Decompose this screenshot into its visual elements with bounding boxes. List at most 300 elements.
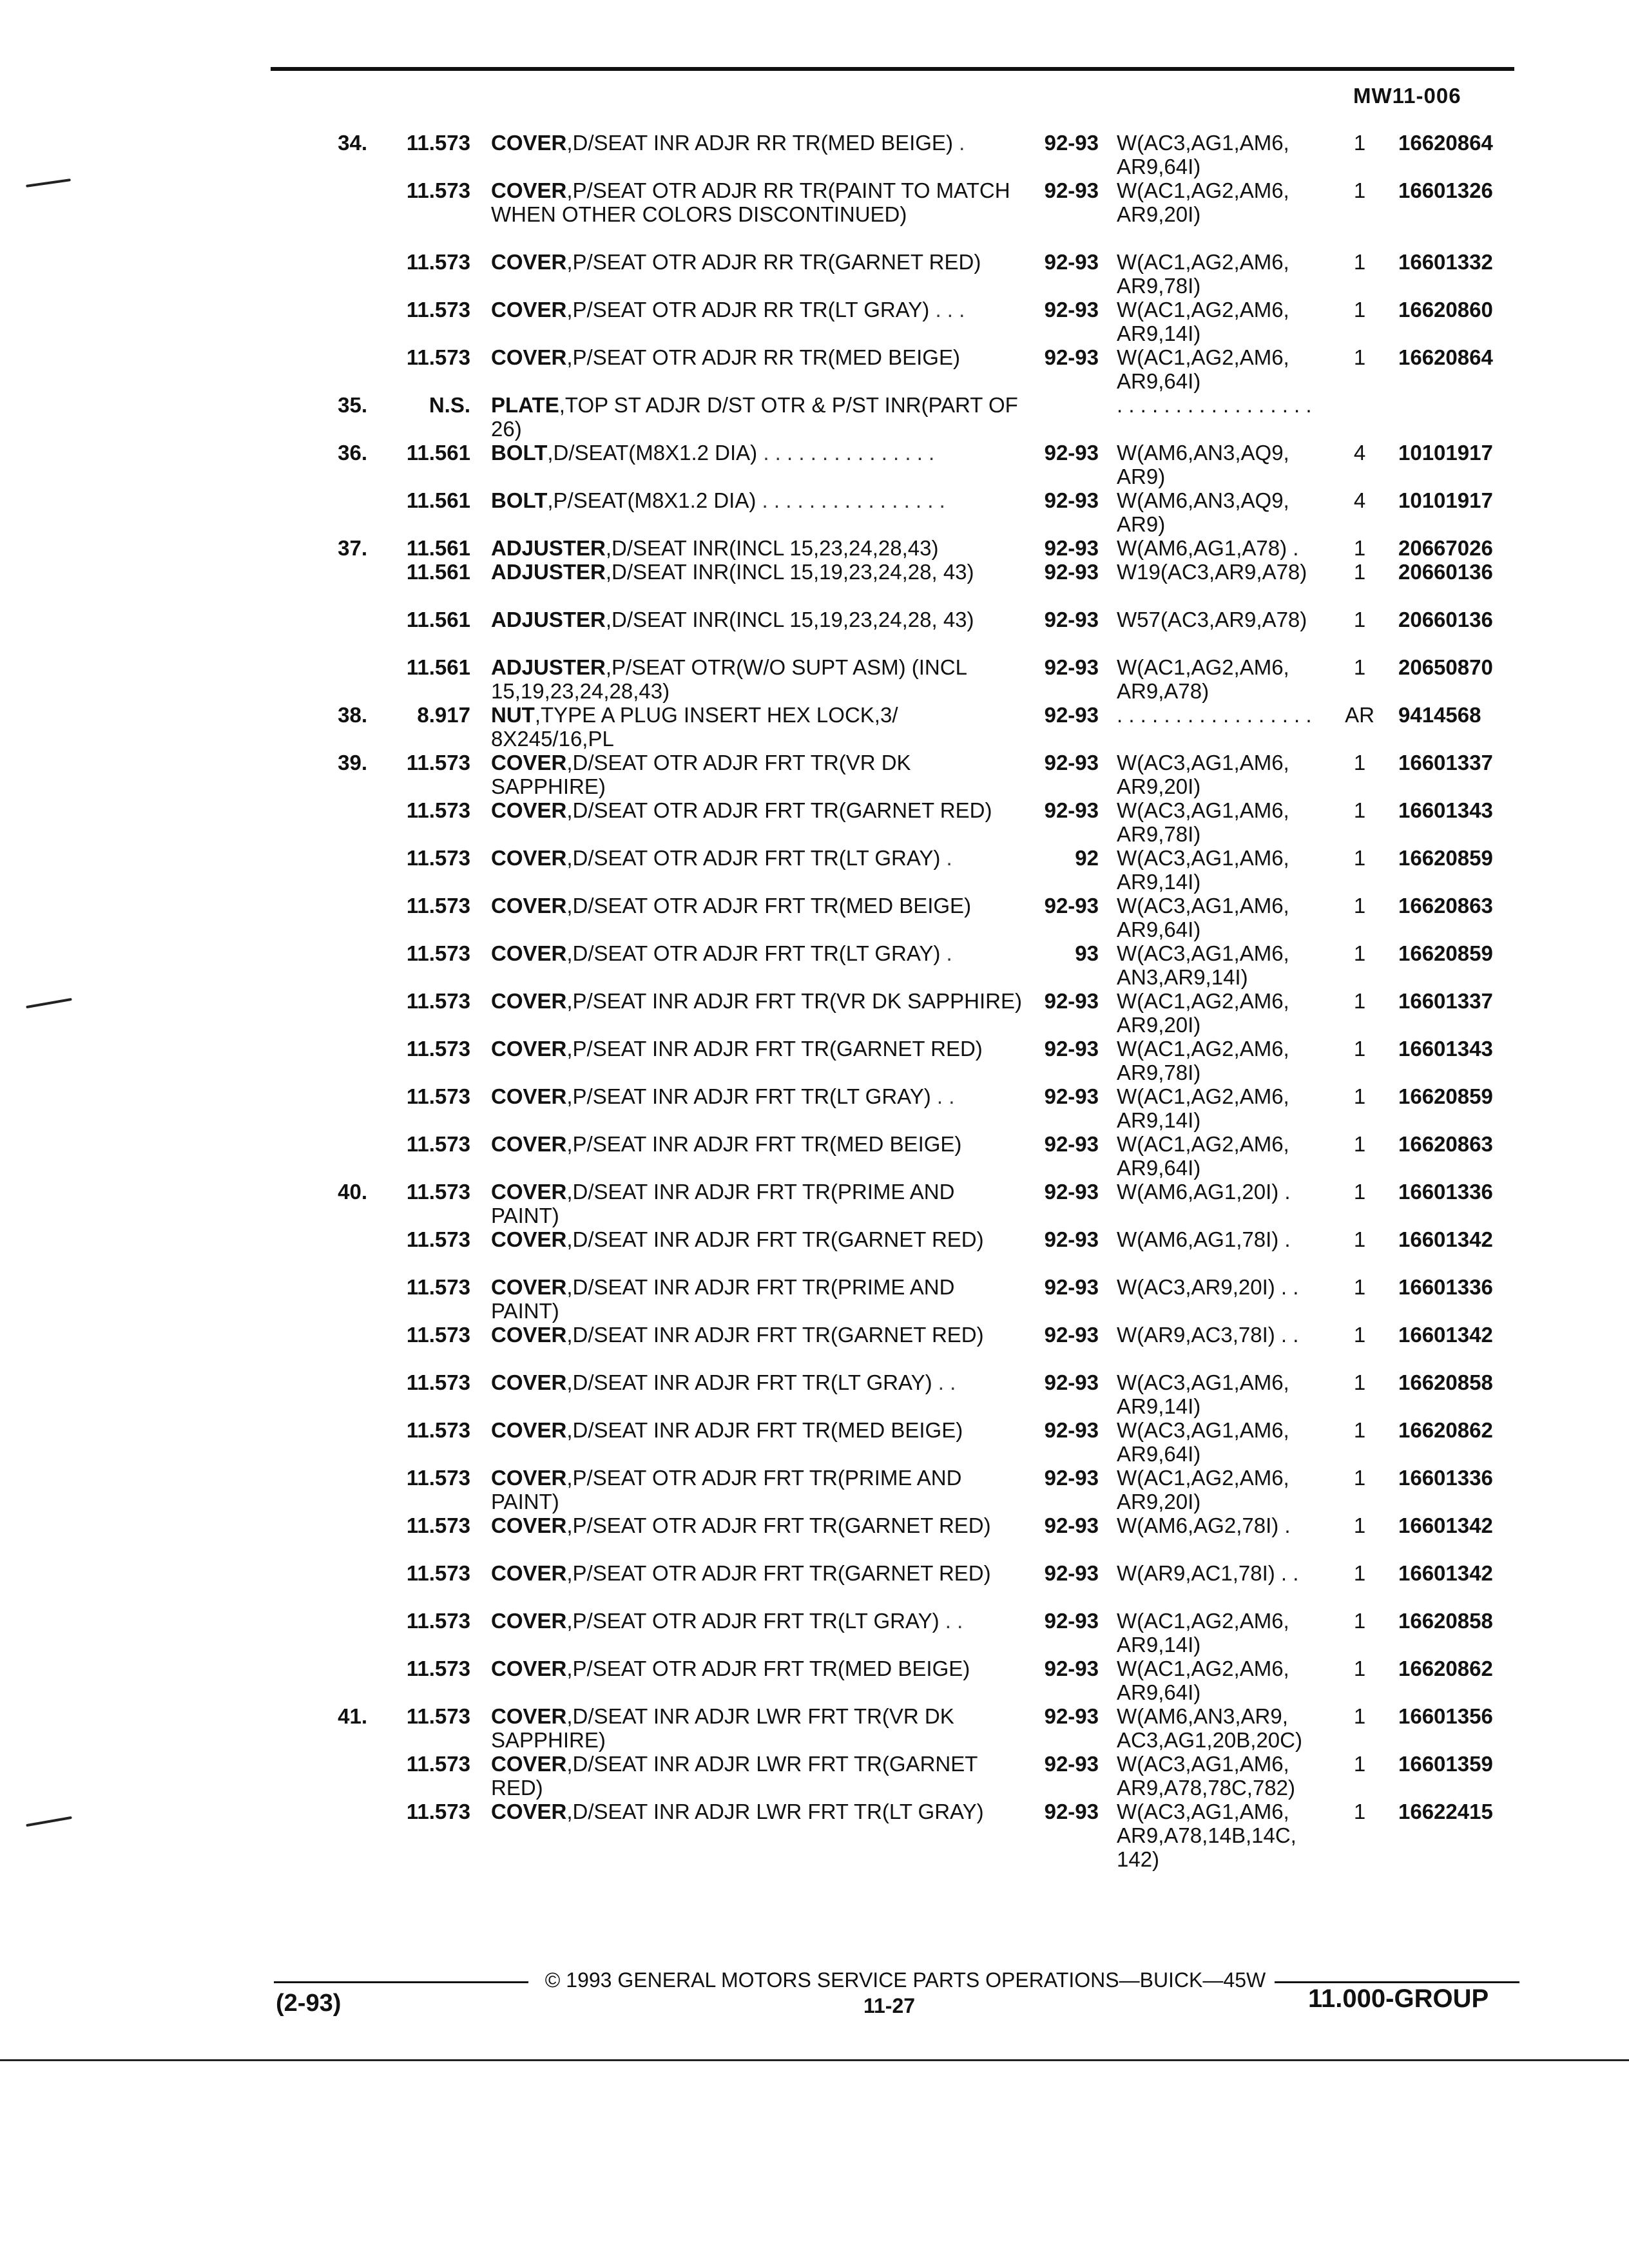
model-years: 92-93: [1044, 1323, 1099, 1347]
usage-codes: . . . . . . . . . . . . . . . . .: [1117, 703, 1312, 727]
quantity: 1: [1353, 1037, 1366, 1061]
part-detail: ,P/SEAT OTR ADJR RR TR(PAINT TO MATCH WHEN OTHER COLORS DISCONTINUED): [491, 178, 1010, 226]
group-number: 11.573: [406, 989, 470, 1013]
part-description: [491, 608, 1026, 631]
part-description: [491, 894, 1026, 918]
usage-codes: W(AM6,AG1,78I) .: [1117, 1227, 1291, 1251]
part-type: COVER: [491, 1323, 567, 1347]
footer-copyright: © 1993 GENERAL MOTORS SERVICE PARTS OPERATIONS—BUICK—45W: [545, 1968, 1266, 1992]
part-description: [491, 441, 1026, 465]
usage-codes: W(AC1,AG2,AM6, AR9,78I): [1117, 250, 1289, 298]
quantity: 1: [1353, 1657, 1366, 1680]
group-number: 11.573: [406, 1180, 470, 1204]
quantity: 1: [1353, 1466, 1366, 1490]
group-number: 11.573: [406, 1514, 470, 1537]
table-row: [0, 1704, 1629, 1752]
model-years: 92-93: [1044, 1227, 1099, 1251]
dot-leader: .: [940, 941, 952, 965]
part-detail: ,P/SEAT INR ADJR FRT TR(VR DK SAPPHIRE): [566, 989, 1022, 1013]
part-type: COVER: [491, 1609, 567, 1633]
model-years: 92-93: [1044, 131, 1099, 155]
document-code: MW11-006: [1353, 84, 1461, 108]
table-row: [0, 393, 1629, 441]
group-number: 11.573: [406, 1752, 470, 1776]
table-row: [0, 941, 1629, 989]
footer-group-label: 11.000-GROUP: [1308, 1984, 1489, 2013]
quantity: 1: [1353, 1418, 1366, 1442]
part-number: 16601332: [1398, 250, 1493, 274]
part-detail: ,P/SEAT(M8X1.2 DIA): [547, 488, 757, 512]
model-years: 92-93: [1044, 1657, 1099, 1680]
quantity: 1: [1353, 894, 1366, 918]
usage-codes: W(AM6,AG1,A78) .: [1117, 536, 1299, 560]
part-type: BOLT: [491, 488, 548, 512]
part-description: [491, 178, 1026, 226]
footer-page-number: 11-27: [863, 1994, 916, 2017]
part-description: [491, 536, 1026, 560]
quantity: 1: [1353, 560, 1366, 584]
item-number: 37.: [338, 536, 367, 560]
part-detail: ,D/SEAT OTR ADJR FRT TR(VR DK SAPPHIRE): [491, 751, 911, 798]
part-type: COVER: [491, 1800, 567, 1823]
group-number: 11.573: [406, 1132, 470, 1156]
model-years: 92-93: [1044, 298, 1099, 322]
quantity: 1: [1353, 1561, 1366, 1585]
quantity: 1: [1353, 941, 1366, 965]
usage-codes: W(AC3,AG1,AM6, AR9,20I): [1117, 751, 1289, 798]
part-number: 16601336: [1398, 1466, 1493, 1490]
table-row: [0, 560, 1629, 608]
part-number: 16601337: [1398, 989, 1493, 1013]
part-type: COVER: [491, 1370, 567, 1394]
usage-codes: W(AC3,AG1,AM6, AR9,A78,78C,782): [1117, 1752, 1296, 1800]
part-description: [491, 655, 1026, 703]
item-number: 40.: [338, 1180, 367, 1204]
part-number: 20660136: [1398, 608, 1493, 631]
dot-leader: . .: [932, 1370, 956, 1394]
quantity: 1: [1353, 655, 1366, 679]
part-detail: ,D/SEAT INR ADJR LWR FRT TR(LT GRAY): [566, 1800, 984, 1823]
usage-codes: W(AC3,AG1,AM6, AR9,78I): [1117, 798, 1289, 846]
dot-leader: . .: [939, 1609, 963, 1633]
table-row: [0, 989, 1629, 1037]
dot-leader: .: [952, 131, 965, 155]
part-description: [491, 488, 1026, 512]
quantity: 1: [1353, 1752, 1366, 1776]
usage-codes: W(AC1,AG2,AM6, AR9,78I): [1117, 1037, 1289, 1084]
model-years: 92-93: [1044, 751, 1099, 774]
part-type: COVER: [491, 1132, 567, 1156]
table-row: [0, 1800, 1629, 1871]
part-number: 16620859: [1398, 846, 1493, 870]
model-years: 92-93: [1044, 1514, 1099, 1537]
part-type: COVER: [491, 1704, 567, 1728]
model-years: 92-93: [1044, 441, 1099, 465]
table-row: [0, 1370, 1629, 1418]
part-description: [491, 560, 1026, 584]
part-description: [491, 393, 1026, 441]
quantity: 1: [1353, 250, 1366, 274]
part-type: COVER: [491, 751, 567, 774]
model-years: 92-93: [1044, 178, 1099, 202]
table-row: [0, 250, 1629, 298]
dot-leader: . . . . . . . . . . . . . . .: [757, 441, 935, 465]
part-detail: ,D/SEAT INR ADJR RR TR(MED BEIGE): [566, 131, 953, 155]
footer-rule-right: [1275, 1981, 1519, 1983]
part-detail: ,TOP ST ADJR D/ST OTR & P/ST INR(PART OF 26): [491, 393, 1018, 441]
group-number: 11.573: [406, 298, 470, 322]
usage-codes: W(AC3,AG1,AM6, AR9,64I): [1117, 894, 1289, 941]
part-number: 16601337: [1398, 751, 1493, 774]
group-number: 11.573: [406, 1084, 470, 1108]
model-years: 92-93: [1044, 1084, 1099, 1108]
part-type: COVER: [491, 1466, 567, 1490]
table-row: [0, 1084, 1629, 1132]
group-number: 11.573: [406, 345, 470, 369]
model-years: 92-93: [1044, 989, 1099, 1013]
table-row: [0, 1561, 1629, 1609]
usage-codes: W(AC1,AG2,AM6, AR9,A78): [1117, 655, 1289, 703]
part-number: 16620860: [1398, 298, 1493, 322]
part-type: COVER: [491, 1180, 567, 1204]
part-description: [491, 345, 1026, 369]
part-detail: ,P/SEAT INR ADJR FRT TR(MED BEIGE): [566, 1132, 962, 1156]
part-type: ADJUSTER: [491, 655, 606, 679]
table-row: [0, 703, 1629, 751]
part-type: ADJUSTER: [491, 608, 606, 631]
part-detail: ,P/SEAT OTR ADJR RR TR(MED BEIGE): [566, 345, 960, 369]
part-detail: ,D/SEAT INR ADJR FRT TR(PRIME AND PAINT): [491, 1180, 955, 1227]
table-row: [0, 846, 1629, 894]
part-type: COVER: [491, 1561, 567, 1585]
part-description: [491, 989, 1026, 1013]
part-number: 16620863: [1398, 1132, 1493, 1156]
model-years: 92-93: [1044, 655, 1099, 679]
model-years: 92-93: [1044, 1704, 1099, 1728]
part-detail: ,P/SEAT OTR ADJR FRT TR(LT GRAY): [566, 1609, 940, 1633]
model-years: 92-93: [1044, 250, 1099, 274]
part-detail: ,P/SEAT INR ADJR FRT TR(LT GRAY): [566, 1084, 931, 1108]
group-number: 11.561: [406, 441, 470, 465]
parts-list: [0, 131, 1629, 1871]
part-description: [491, 1323, 1026, 1347]
part-description: [491, 1084, 1026, 1108]
model-years: 92-93: [1044, 1466, 1099, 1490]
part-description: [491, 1132, 1026, 1156]
part-description: [491, 751, 1026, 798]
quantity: 1: [1353, 1323, 1366, 1347]
part-type: COVER: [491, 250, 567, 274]
quantity: 4: [1353, 441, 1366, 465]
part-detail: ,P/SEAT OTR ADJR FRT TR(MED BEIGE): [566, 1657, 970, 1680]
quantity: 1: [1353, 1132, 1366, 1156]
table-row: [0, 1323, 1629, 1370]
model-years: 92-93: [1044, 1275, 1099, 1299]
usage-codes: W(AM6,AN3,AQ9, AR9): [1117, 441, 1289, 488]
quantity: 1: [1353, 1704, 1366, 1728]
table-row: [0, 1514, 1629, 1561]
part-number: 16601342: [1398, 1323, 1493, 1347]
part-description: [491, 1561, 1026, 1585]
usage-codes: W(AC1,AG2,AM6, AR9,14I): [1117, 1609, 1289, 1657]
part-description: [491, 298, 1026, 322]
part-type: ADJUSTER: [491, 560, 606, 584]
part-detail: ,P/SEAT OTR ADJR FRT TR(GARNET RED): [566, 1561, 991, 1585]
group-number: 11.573: [406, 846, 470, 870]
quantity: 1: [1353, 345, 1366, 369]
table-row: [0, 1752, 1629, 1800]
table-row: [0, 1609, 1629, 1657]
group-number: 11.573: [406, 751, 470, 774]
part-number: 16622415: [1398, 1800, 1493, 1823]
usage-codes: W(AR9,AC3,78I) . .: [1117, 1323, 1299, 1347]
group-number: 11.573: [406, 131, 470, 155]
quantity: 1: [1353, 751, 1366, 774]
model-years: 92-93: [1044, 1800, 1099, 1823]
part-number: 16620863: [1398, 894, 1493, 918]
usage-codes: W(AC3,AG1,AM6, AR9,64I): [1117, 131, 1289, 178]
table-row: [0, 488, 1629, 536]
group-number: 11.573: [406, 1657, 470, 1680]
part-type: COVER: [491, 846, 567, 870]
part-type: COVER: [491, 178, 567, 202]
part-type: COVER: [491, 1275, 567, 1299]
part-type: COVER: [491, 989, 567, 1013]
item-number: 34.: [338, 131, 367, 155]
group-number: 11.573: [406, 1609, 470, 1633]
part-description: [491, 1752, 1026, 1800]
usage-codes: W(AM6,AG1,20I) .: [1117, 1180, 1291, 1204]
part-type: COVER: [491, 1514, 567, 1537]
group-number: 11.573: [406, 1704, 470, 1728]
part-type: COVER: [491, 1227, 567, 1251]
usage-codes: W(AC1,AG2,AM6, AR9,20I): [1117, 989, 1289, 1037]
table-row: [0, 131, 1629, 178]
table-row: [0, 608, 1629, 655]
quantity: 1: [1353, 536, 1366, 560]
group-number: 11.573: [406, 1561, 470, 1585]
group-number: 8.917: [417, 703, 470, 727]
quantity: 1: [1353, 1800, 1366, 1823]
part-number: 16620858: [1398, 1609, 1493, 1633]
footer-rule-left: [274, 1981, 528, 1983]
quantity: 1: [1353, 1370, 1366, 1394]
table-row: [0, 1227, 1629, 1275]
part-detail: ,P/SEAT OTR(W/O SUPT ASM) (INCL 15,19,23,24,28,43): [491, 655, 967, 703]
model-years: 92-93: [1044, 488, 1099, 512]
group-number: 11.573: [406, 1037, 470, 1061]
part-description: [491, 1275, 1026, 1323]
part-detail: ,D/SEAT INR ADJR FRT TR(GARNET RED): [566, 1227, 984, 1251]
part-description: [491, 1514, 1026, 1537]
part-detail: ,TYPE A PLUG INSERT HEX LOCK,3/ 8X245/16,PL: [491, 703, 898, 751]
quantity: 1: [1353, 1275, 1366, 1299]
part-description: [491, 1180, 1026, 1227]
part-number: 20650870: [1398, 655, 1493, 679]
part-detail: ,D/SEAT INR(INCL 15,19,23,24,28, 43): [605, 608, 974, 631]
part-description: [491, 131, 1026, 155]
quantity: 1: [1353, 1227, 1366, 1251]
part-type: COVER: [491, 1657, 567, 1680]
usage-codes: W(AC1,AG2,AM6, AR9,64I): [1117, 1132, 1289, 1180]
part-detail: ,P/SEAT INR ADJR FRT TR(GARNET RED): [566, 1037, 983, 1061]
part-number: 16601336: [1398, 1180, 1493, 1204]
part-description: [491, 1657, 1026, 1680]
model-years: 93: [1075, 941, 1099, 965]
model-years: 92-93: [1044, 1180, 1099, 1204]
usage-codes: W(AC3,AG1,AM6, AN3,AR9,14I): [1117, 941, 1289, 989]
part-detail: ,D/SEAT OTR ADJR FRT TR(LT GRAY): [566, 941, 941, 965]
quantity: AR: [1345, 703, 1374, 727]
part-type: COVER: [491, 298, 567, 322]
usage-codes: W(AC1,AG2,AM6, AR9,20I): [1117, 178, 1289, 226]
group-number: 11.573: [406, 1800, 470, 1823]
part-number: 16620862: [1398, 1418, 1493, 1442]
group-number: 11.573: [406, 1418, 470, 1442]
table-row: [0, 751, 1629, 798]
item-number: 38.: [338, 703, 367, 727]
table-row: [0, 655, 1629, 703]
part-type: COVER: [491, 131, 567, 155]
part-description: [491, 798, 1026, 822]
part-number: 16601342: [1398, 1561, 1493, 1585]
part-detail: ,D/SEAT INR ADJR FRT TR(LT GRAY): [566, 1370, 932, 1394]
table-row: [0, 1037, 1629, 1084]
item-number: 39.: [338, 751, 367, 774]
quantity: 1: [1353, 846, 1366, 870]
quantity: 1: [1353, 1084, 1366, 1108]
part-type: COVER: [491, 941, 567, 965]
part-description: [491, 1370, 1026, 1394]
table-row: [0, 441, 1629, 488]
part-number: 16620859: [1398, 941, 1493, 965]
dot-leader: .: [940, 846, 952, 870]
usage-codes: W(AC1,AG2,AM6, AR9,14I): [1117, 298, 1289, 345]
model-years: 92-93: [1044, 1418, 1099, 1442]
part-type: COVER: [491, 798, 567, 822]
model-years: 92-93: [1044, 798, 1099, 822]
part-number: 16601342: [1398, 1227, 1493, 1251]
usage-codes: W(AC1,AG2,AM6, AR9,64I): [1117, 345, 1289, 393]
part-number: 16620859: [1398, 1084, 1493, 1108]
model-years: 92-93: [1044, 1132, 1099, 1156]
footer-revision-date: (2-93): [276, 1990, 342, 2017]
part-detail: ,D/SEAT INR ADJR LWR FRT TR(GARNET RED): [491, 1752, 978, 1800]
part-detail: ,D/SEAT OTR ADJR FRT TR(GARNET RED): [566, 798, 992, 822]
part-description: [491, 1418, 1026, 1442]
usage-codes: W(AM6,AG2,78I) .: [1117, 1514, 1291, 1537]
part-type: COVER: [491, 1418, 567, 1442]
group-number: 11.561: [406, 655, 470, 679]
part-description: [491, 846, 1026, 870]
model-years: 92-93: [1044, 1609, 1099, 1633]
part-number: 16601343: [1398, 798, 1493, 822]
part-description: [491, 1704, 1026, 1752]
usage-codes: W(AC3,AG1,AM6, AR9,14I): [1117, 846, 1289, 894]
dot-leader: . . .: [929, 298, 965, 322]
model-years: 92-93: [1044, 560, 1099, 584]
part-detail: ,P/SEAT OTR ADJR RR TR(GARNET RED): [566, 250, 981, 274]
model-years: 92-93: [1044, 608, 1099, 631]
part-detail: ,P/SEAT OTR ADJR FRT TR(GARNET RED): [566, 1514, 991, 1537]
part-detail: ,D/SEAT INR ADJR FRT TR(MED BEIGE): [566, 1418, 963, 1442]
model-years: 92-93: [1044, 703, 1099, 727]
dot-leader: . . . . . . . . . . . . . . . .: [756, 488, 945, 512]
part-detail: ,P/SEAT OTR ADJR RR TR(LT GRAY): [566, 298, 930, 322]
quantity: 4: [1353, 488, 1366, 512]
part-detail: ,P/SEAT OTR ADJR FRT TR(PRIME AND PAINT): [491, 1466, 962, 1514]
model-years: 92-93: [1044, 536, 1099, 560]
group-number: 11.573: [406, 798, 470, 822]
part-number: 16601359: [1398, 1752, 1493, 1776]
part-detail: ,D/SEAT OTR ADJR FRT TR(LT GRAY): [566, 846, 941, 870]
part-description: [491, 250, 1026, 274]
part-description: [491, 1609, 1026, 1633]
quantity: 1: [1353, 178, 1366, 202]
model-years: 92-93: [1044, 345, 1099, 369]
part-type: PLATE: [491, 393, 559, 417]
part-description: [491, 1466, 1026, 1514]
header-rule: [271, 67, 1514, 71]
part-number: 16620862: [1398, 1657, 1493, 1680]
table-row: [0, 1466, 1629, 1514]
usage-codes: W(AC3,AG1,AM6, AR9,A78,14B,14C, 142): [1117, 1800, 1296, 1871]
group-number: N.S.: [429, 393, 470, 417]
quantity: 1: [1353, 298, 1366, 322]
table-row: [0, 1657, 1629, 1704]
group-number: 11.573: [406, 1370, 470, 1394]
table-row: [0, 1418, 1629, 1466]
usage-codes: W(AC1,AG2,AM6, AR9,64I): [1117, 1657, 1289, 1704]
part-type: COVER: [491, 1084, 567, 1108]
part-description: [491, 1800, 1026, 1823]
usage-codes: W(AC3,AR9,20I) . .: [1117, 1275, 1299, 1299]
quantity: 1: [1353, 1514, 1366, 1537]
usage-codes: W(AR9,AC1,78I) . .: [1117, 1561, 1299, 1585]
part-type: COVER: [491, 1752, 567, 1776]
group-number: 11.573: [406, 941, 470, 965]
part-type: NUT: [491, 703, 535, 727]
usage-codes: W57(AC3,AR9,A78): [1117, 608, 1307, 631]
group-number: 11.573: [406, 178, 470, 202]
usage-codes: W(AM6,AN3,AR9, AC3,AG1,20B,20C): [1117, 1704, 1302, 1752]
part-number: 16601343: [1398, 1037, 1493, 1061]
part-number: 9414568: [1398, 703, 1481, 727]
table-row: [0, 1180, 1629, 1227]
part-detail: ,D/SEAT INR ADJR FRT TR(PRIME AND PAINT): [491, 1275, 955, 1323]
table-row: [0, 178, 1629, 250]
table-row: [0, 1275, 1629, 1323]
part-number: 16601326: [1398, 178, 1493, 202]
model-years: 92-93: [1044, 1752, 1099, 1776]
usage-codes: W(AC1,AG2,AM6, AR9,20I): [1117, 1466, 1289, 1514]
quantity: 1: [1353, 1609, 1366, 1633]
part-number: 16601356: [1398, 1704, 1493, 1728]
item-number: 35.: [338, 393, 367, 417]
group-number: 11.561: [406, 560, 470, 584]
model-years: 92: [1075, 846, 1099, 870]
group-number: 11.561: [406, 608, 470, 631]
usage-codes: . . . . . . . . . . . . . . . . .: [1117, 393, 1312, 417]
part-description: [491, 703, 1026, 751]
part-number: 16620858: [1398, 1370, 1493, 1394]
part-type: COVER: [491, 345, 567, 369]
part-detail: ,D/SEAT INR ADJR FRT TR(GARNET RED): [566, 1323, 984, 1347]
group-number: 11.561: [406, 488, 470, 512]
group-number: 11.573: [406, 894, 470, 918]
part-detail: ,D/SEAT INR(INCL 15,23,24,28,43): [605, 536, 939, 560]
table-row: [0, 536, 1629, 560]
